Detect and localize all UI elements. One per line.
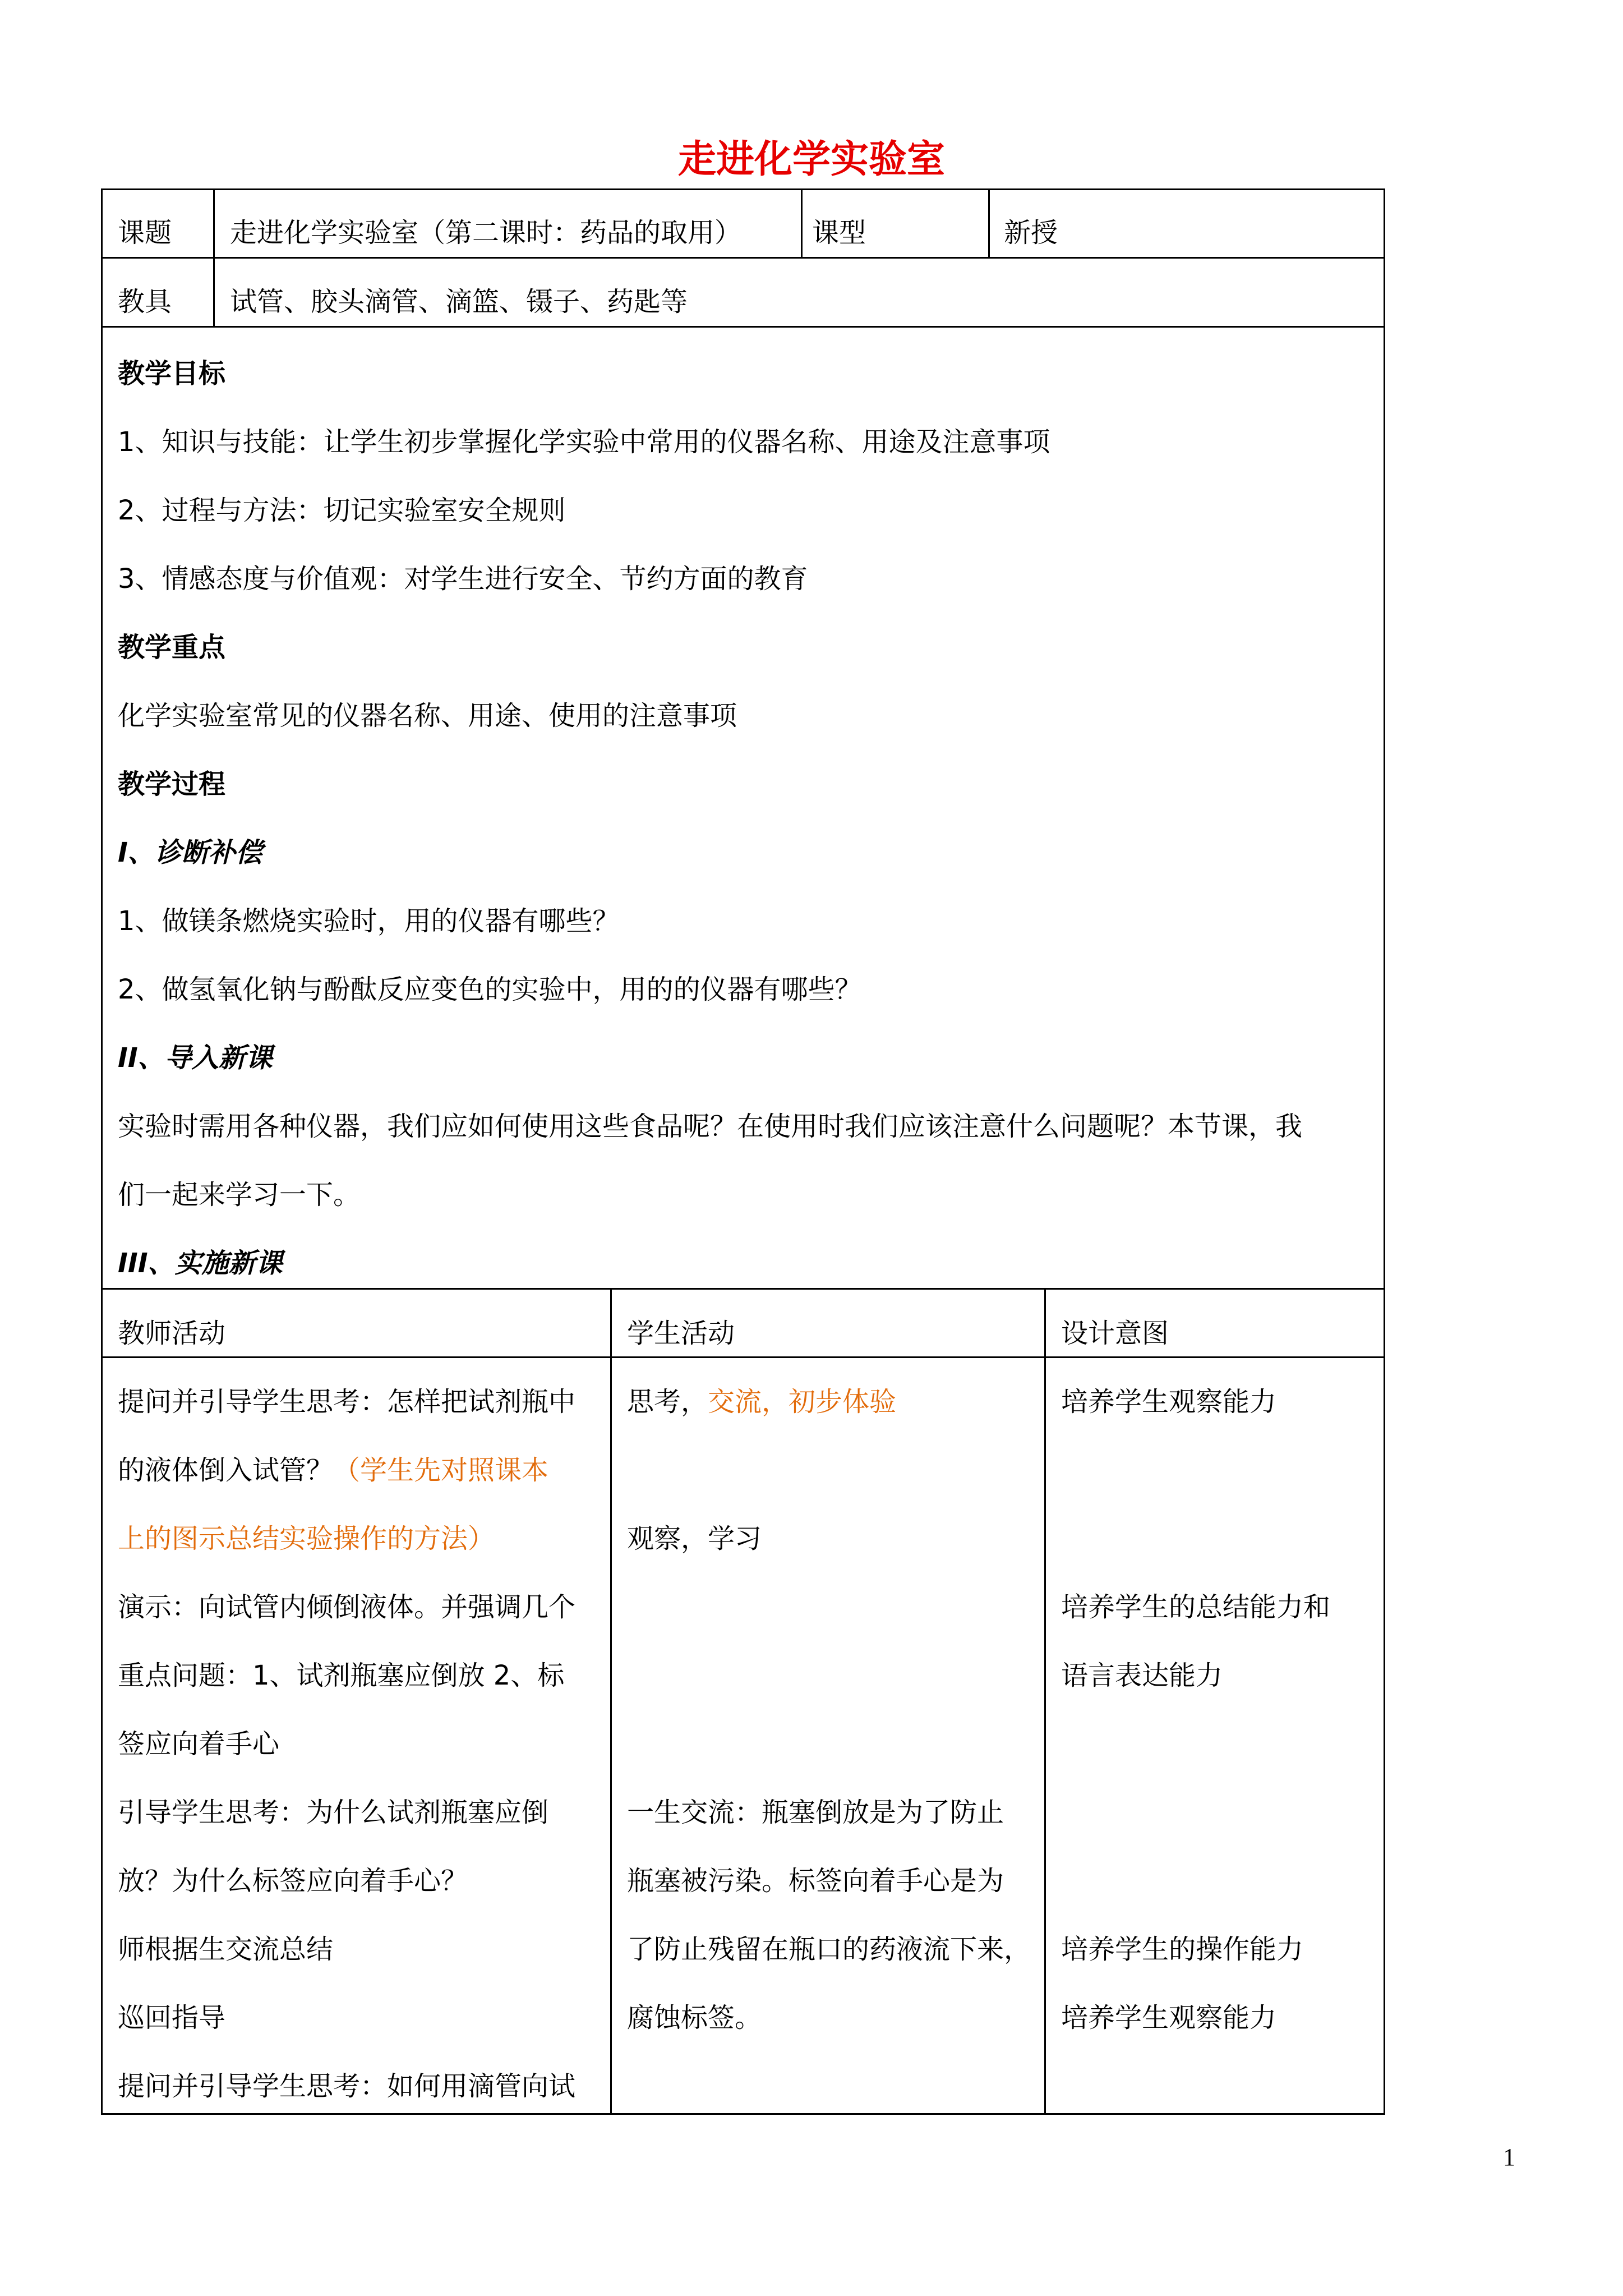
student-line: 腐蚀标签。 — [627, 2002, 762, 2033]
section-diagnosis: I、诊断补偿 — [118, 837, 262, 868]
design-line: 语言表达能力 — [1061, 1660, 1223, 1691]
activity-col-divider-1 — [610, 1288, 612, 2115]
question-2: 2、做氢氧化钠与酚酞反应变色的实验中，用的的仪器有哪些？ — [118, 974, 862, 1005]
teacher-line: 巡回指导 — [118, 2002, 226, 2033]
section-introduction: II、导入新课 — [118, 1042, 273, 1074]
student-line: 了防止残留在瓶口的药液流下来， — [627, 1934, 1031, 1965]
teacher-line: 提问并引导学生思考：怎样把试剂瓶中 — [118, 1386, 576, 1418]
goal-2: 2、过程与方法：切记实验室安全规则 — [118, 495, 566, 526]
body-left-border — [101, 328, 103, 1288]
design-line: 培养学生观察能力 — [1061, 2002, 1277, 2033]
teacher-line: 重点问题：1、试剂瓶塞应倒放 2、标 — [118, 1660, 565, 1691]
design-line: 培养学生观察能力 — [1061, 1386, 1277, 1418]
value-teaching-aids: 试管、胶头滴管、滴篮、镊子、药匙等 — [230, 286, 688, 318]
header-row-divider — [101, 257, 1385, 259]
design-line: 培养学生的总结能力和 — [1061, 1591, 1331, 1623]
teacher-line: 上的图示总结实验操作的方法） — [118, 1523, 495, 1554]
student-line: 观察，学习 — [627, 1523, 762, 1554]
header-col-divider-3 — [988, 188, 990, 258]
header-col-divider-1 — [213, 188, 215, 328]
section-new-lesson: III、实施新课 — [118, 1248, 283, 1279]
goals-heading: 教学目标 — [118, 358, 226, 389]
header-col-divider-2 — [801, 188, 803, 258]
teacher-line: 提问并引导学生思考：如何用滴管向试 — [118, 2070, 576, 2102]
header-design-intent: 设计意图 — [1061, 1318, 1169, 1349]
header-student-activity: 学生活动 — [627, 1318, 735, 1349]
teacher-line: 师根据生交流总结 — [118, 1934, 334, 1965]
page-title: 走进化学实验室 — [677, 137, 945, 182]
teacher-line: 的液体倒入试管？（学生先对照课本 — [118, 1455, 549, 1486]
goal-3: 3、情感态度与价值观：对学生进行安全、节约方面的教育 — [118, 563, 808, 595]
activity-header-divider — [101, 1356, 1385, 1358]
label-teaching-aids: 教具 — [118, 286, 172, 318]
question-1: 1、做镁条燃烧实验时，用的仪器有哪些？ — [118, 905, 620, 937]
teacher-line: 放？为什么标签应向着手心？ — [118, 1865, 468, 1897]
student-line: 思考，交流，初步体验 — [627, 1386, 897, 1418]
label-lesson-topic: 课题 — [118, 217, 172, 249]
student-line: 瓶塞被污染。标签向着手心是为 — [627, 1865, 1004, 1897]
student-line: 一生交流：瓶塞倒放是为了防止 — [627, 1797, 1004, 1828]
value-lesson-type: 新授 — [1004, 217, 1058, 249]
header-teacher-activity: 教师活动 — [118, 1318, 226, 1349]
value-lesson-topic: 走进化学实验室（第二课时：药品的取用） — [230, 217, 742, 249]
process-heading: 教学过程 — [118, 769, 226, 800]
focus-text: 化学实验室常见的仪器名称、用途、使用的注意事项 — [118, 700, 737, 731]
intro-line-1: 实验时需用各种仪器，我们应如何使用这些食品呢？在使用时我们应该注意什么问题呢？本节课，我 — [118, 1111, 1303, 1142]
teacher-line: 演示：向试管内倾倒液体。并强调几个 — [118, 1591, 576, 1623]
activity-col-divider-2 — [1044, 1288, 1046, 2115]
label-lesson-type: 课型 — [812, 217, 866, 249]
body-right-border — [1384, 328, 1385, 1288]
focus-heading: 教学重点 — [118, 632, 226, 663]
goal-1: 1、知识与技能：让学生初步掌握化学实验中常用的仪器名称、用途及注意事项 — [118, 426, 1050, 458]
design-line: 培养学生的操作能力 — [1061, 1934, 1304, 1965]
teacher-line: 引导学生思考：为什么试剂瓶塞应倒 — [118, 1797, 549, 1828]
page-number: 1 — [1503, 2143, 1515, 2171]
teacher-line: 签应向着手心 — [118, 1728, 280, 1760]
intro-line-2: 们一起来学习一下。 — [118, 1179, 361, 1211]
